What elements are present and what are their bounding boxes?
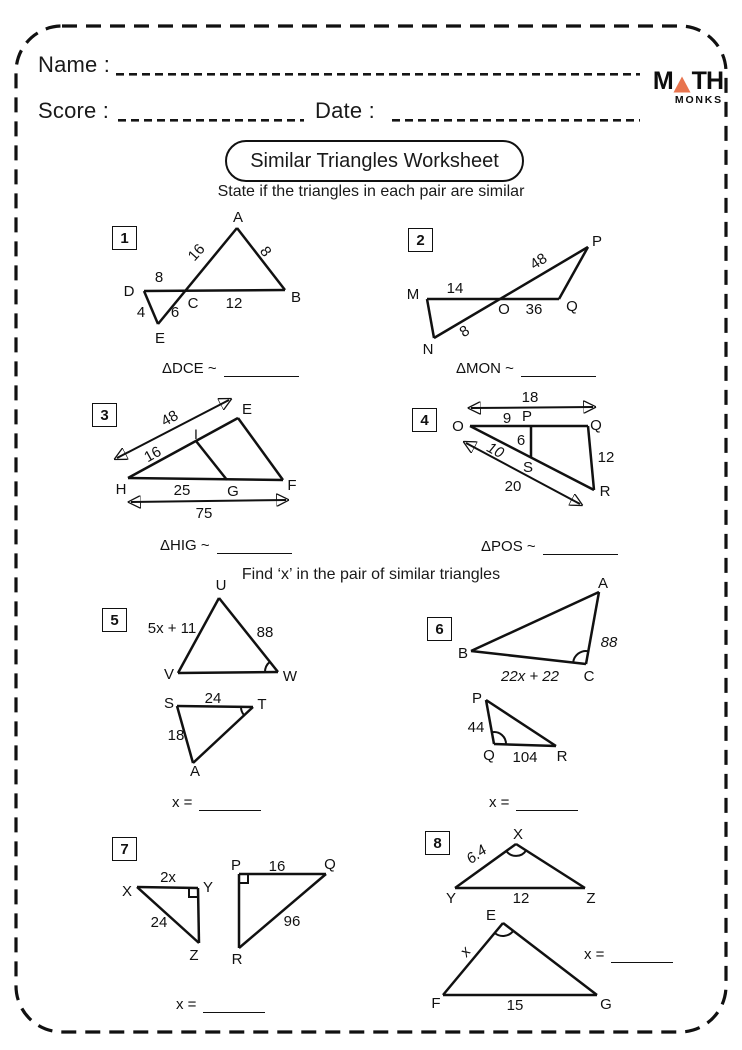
p2-vertex-n: N xyxy=(422,341,434,358)
p2-side-oq: 36 xyxy=(525,301,543,318)
p8-vertex-e: E xyxy=(485,907,497,924)
problem-7-number: 7 xyxy=(112,837,137,861)
p4-side-qr: 12 xyxy=(597,449,615,466)
p4-vertex-o: O xyxy=(452,418,464,435)
problem-5-answer xyxy=(172,794,261,811)
p1-answer-blank xyxy=(224,372,299,377)
problem-2-number: 2 xyxy=(408,228,433,252)
p4-span-oq: 18 xyxy=(521,389,539,406)
p1-side-ac: 16 xyxy=(184,240,209,265)
p6-vertex-a: A xyxy=(597,575,609,592)
p3-answer-prefix: ΔHIG ~ xyxy=(160,537,210,554)
p1-side-dc: 8 xyxy=(154,269,164,286)
problem-3-number: 3 xyxy=(92,403,117,427)
p8-vertex-g: G xyxy=(600,996,612,1013)
section2-instruction: Find ‘x’ in the pair of similar triangles xyxy=(241,566,501,583)
p6-side-qr: 104 xyxy=(512,749,538,766)
problem-7-answer xyxy=(176,996,265,1013)
p6-side-pq: 44 xyxy=(467,719,485,736)
p6-vertex-r: R xyxy=(556,748,568,765)
problem-2-diagram xyxy=(405,232,630,367)
p4-answer-prefix: ΔPOS ~ xyxy=(481,538,536,555)
p1-vertex-c: C xyxy=(187,295,199,312)
problem-5-diagram xyxy=(100,577,315,787)
score-label: Score : xyxy=(38,98,110,123)
math-monks-logo xyxy=(641,69,723,106)
p5-vertex-v: V xyxy=(163,666,175,683)
p5-side-uw: 88 xyxy=(256,624,274,641)
p8-answer-blank xyxy=(611,958,673,963)
p4-vertex-s: S xyxy=(522,459,534,476)
problem-7-diagram xyxy=(105,845,350,975)
problem-3-answer xyxy=(160,537,292,554)
p4-span-or: 20 xyxy=(504,478,522,495)
problem-6-number: 6 xyxy=(427,617,452,641)
problem-6-answer xyxy=(489,794,578,811)
p7-vertex-p: P xyxy=(230,857,242,874)
p6-vertex-b: B xyxy=(457,645,469,662)
p1-vertex-a: A xyxy=(232,209,244,226)
problem-5-number: 5 xyxy=(102,608,127,632)
p6-side-bc: 22x + 22 xyxy=(501,668,559,685)
problem-1-diagram xyxy=(95,205,330,360)
worksheet-title xyxy=(225,140,524,182)
p7-side-qr: 96 xyxy=(283,913,301,930)
p7-side-xy: 2x xyxy=(160,869,176,886)
p3-vertex-f: F xyxy=(287,477,297,494)
p5-answer-blank xyxy=(199,806,261,811)
p4-answer-blank xyxy=(543,550,618,555)
p1-side-cb: 12 xyxy=(225,295,243,312)
p1-vertex-e: E xyxy=(154,330,166,347)
p7-answer-blank xyxy=(203,1008,265,1013)
p1-side-de: 4 xyxy=(136,304,146,321)
logo-th: TH xyxy=(691,67,723,95)
p7-vertex-y: Y xyxy=(202,879,214,896)
p2-side-op: 48 xyxy=(527,249,551,274)
p3-vertex-g: G xyxy=(227,483,239,500)
problem-3-diagram xyxy=(95,392,325,537)
p8-answer-prefix: x = xyxy=(584,946,605,963)
p2-side-mo: 14 xyxy=(446,280,464,297)
logo-m: M xyxy=(652,67,673,95)
p6-vertex-q: Q xyxy=(483,747,495,764)
p5-vertex-w: W xyxy=(282,668,298,685)
p8-vertex-z: Z xyxy=(586,890,596,907)
p7-vertex-x: X xyxy=(121,883,133,900)
p4-side-ps: 6 xyxy=(516,432,526,449)
problem-8-answer xyxy=(584,946,673,963)
p6-answer-prefix: x = xyxy=(489,794,510,811)
p1-answer-prefix: ΔDCE ~ xyxy=(162,360,217,377)
p5-answer-prefix: x = xyxy=(172,794,193,811)
p8-vertex-x: X xyxy=(512,826,524,843)
p4-side-op: 9 xyxy=(502,410,512,427)
p8-side-xy: 6.4 xyxy=(463,841,491,868)
p2-answer-blank xyxy=(521,372,596,377)
p5-vertex-u: U xyxy=(215,577,227,594)
section1-instruction: State if the triangles in each pair are similar xyxy=(217,183,525,200)
p3-span-hf: 75 xyxy=(195,505,213,522)
p7-side-pq: 16 xyxy=(268,858,286,875)
score-line xyxy=(118,101,304,122)
problem-8-diagram xyxy=(425,826,620,1021)
problem-8-number: 8 xyxy=(425,831,450,855)
p3-answer-blank xyxy=(217,549,292,554)
p5-side-sa: 18 xyxy=(167,727,185,744)
worksheet-title-text: Similar Triangles Worksheet xyxy=(250,149,499,172)
logo-triangle-icon xyxy=(673,75,691,93)
p6-side-ac: 88 xyxy=(600,634,618,651)
p2-side-no: 8 xyxy=(456,322,473,341)
problem-4-diagram xyxy=(445,390,630,525)
p7-answer-prefix: x = xyxy=(176,996,197,1013)
problem-6-diagram xyxy=(450,574,650,779)
p7-side-xz: 24 xyxy=(150,914,168,931)
p1-side-ab: 8 xyxy=(256,243,275,261)
problem-1-answer xyxy=(162,360,299,377)
p2-vertex-q: Q xyxy=(566,298,578,315)
p3-vertex-e: E xyxy=(241,401,253,418)
p5-side-uv: 5x + 11 xyxy=(147,620,197,637)
p4-vertex-p: P xyxy=(521,408,533,425)
p2-answer-prefix: ΔMON ~ xyxy=(456,360,514,377)
p3-vertex-i: I xyxy=(194,426,198,442)
p4-vertex-r: R xyxy=(599,483,611,500)
p6-answer-blank xyxy=(516,806,578,811)
p1-side-ce: 6 xyxy=(170,304,180,321)
p3-vertex-h: H xyxy=(115,481,127,498)
problem-2-answer xyxy=(456,360,596,377)
p6-vertex-c: C xyxy=(583,668,595,685)
p4-vertex-q: Q xyxy=(590,417,602,434)
p7-vertex-z: Z xyxy=(189,947,199,964)
logo-monks: MONKS xyxy=(674,94,723,106)
date-label: Date : xyxy=(315,98,375,123)
p5-side-st: 24 xyxy=(204,690,222,707)
p2-vertex-p: P xyxy=(591,233,603,250)
problem-4-number: 4 xyxy=(412,408,437,432)
name-line xyxy=(116,55,640,76)
p3-side-hi: 16 xyxy=(141,443,165,467)
p7-vertex-r: R xyxy=(231,951,243,968)
date-line xyxy=(392,101,640,122)
p4-side-os: 10 xyxy=(483,439,507,462)
p8-side-ef: x xyxy=(456,943,475,961)
p3-side-hg: 25 xyxy=(173,482,191,499)
name-label: Name : xyxy=(38,52,111,77)
p5-vertex-t: T xyxy=(257,696,267,713)
p2-vertex-o: O xyxy=(498,301,510,318)
p5-vertex-s: S xyxy=(163,695,175,712)
p8-side-fg: 15 xyxy=(506,997,524,1014)
p6-vertex-p: P xyxy=(471,690,483,707)
p8-vertex-y: Y xyxy=(445,890,457,907)
p3-span-he: 48 xyxy=(158,407,182,431)
problem-1-number: 1 xyxy=(112,226,137,250)
p1-vertex-d: D xyxy=(123,283,135,300)
p2-vertex-m: M xyxy=(406,286,420,303)
p5-vertex-a: A xyxy=(189,763,201,780)
problem-4-answer xyxy=(481,538,618,555)
p8-side-yz: 12 xyxy=(512,890,530,907)
p7-vertex-q: Q xyxy=(324,856,336,873)
p1-vertex-b: B xyxy=(290,289,302,306)
p8-vertex-f: F xyxy=(431,995,441,1012)
